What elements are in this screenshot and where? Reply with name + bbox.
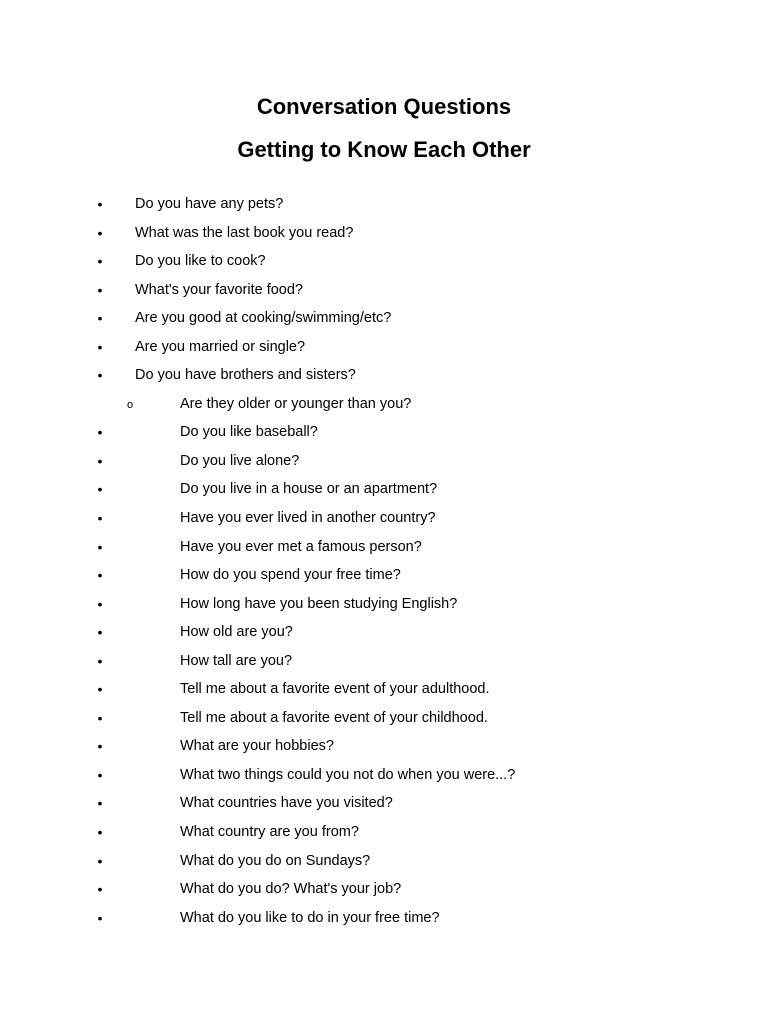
question-text: What countries have you visited?	[180, 795, 393, 812]
question-text: How long have you been studying English?	[180, 595, 458, 612]
list-item	[0, 504, 768, 533]
bullet-icon: •	[97, 224, 103, 241]
bullet-icon: •	[97, 624, 103, 641]
question-text: Are they older or younger than you?	[180, 395, 412, 412]
bullet-icon: •	[97, 196, 103, 212]
list-item	[0, 675, 768, 704]
bullet-icon: •	[97, 338, 103, 355]
list-item	[0, 618, 768, 647]
question-text: How do you spend your free time?	[180, 567, 401, 584]
bullet-icon: •	[97, 452, 103, 469]
bullet-icon: •	[97, 766, 103, 783]
question-text: Tell me about a favorite event of your childhood.	[180, 709, 488, 726]
list-item	[0, 190, 768, 219]
bullet-icon: •	[97, 510, 103, 527]
bullet-icon: •	[97, 281, 103, 298]
question-text: What do you do? What's your job?	[180, 881, 402, 898]
question-text: Have you ever lived in another country?	[180, 510, 436, 527]
question-list	[0, 190, 768, 932]
question-text: What's your favorite food?	[135, 281, 303, 298]
question-text: Do you live in a house or an apartment?	[180, 481, 438, 498]
bullet-icon: •	[97, 738, 103, 755]
bullet-icon: •	[97, 567, 103, 584]
question-text: What country are you from?	[180, 824, 359, 841]
question-text: How old are you?	[180, 624, 293, 641]
list-item	[0, 304, 768, 333]
bullet-icon: •	[97, 367, 103, 384]
list-item	[0, 732, 768, 761]
question-text: What are your hobbies?	[180, 738, 334, 755]
bullet-icon: •	[97, 424, 103, 441]
question-text: Tell me about a favorite event of your adulthood.	[180, 681, 490, 698]
bullet-icon: •	[97, 681, 103, 698]
bullet-icon: •	[97, 709, 103, 726]
list-item	[0, 590, 768, 619]
question-text: Do you have any pets?	[135, 196, 284, 212]
bullet-icon: •	[97, 881, 103, 898]
list-item	[0, 447, 768, 476]
bullet-icon: •	[97, 852, 103, 869]
list-item	[0, 704, 768, 733]
bullet-icon: •	[97, 310, 103, 327]
list-item	[0, 818, 768, 847]
question-text: Do you like baseball?	[180, 424, 318, 441]
list-item	[0, 847, 768, 876]
list-item	[0, 390, 768, 419]
question-text: How tall are you?	[180, 652, 293, 669]
question-text: Have you ever met a famous person?	[180, 538, 422, 555]
question-text: What do you like to do in your free time?	[180, 909, 440, 926]
list-item	[0, 219, 768, 248]
bullet-icon: •	[97, 538, 103, 555]
bullet-icon: •	[97, 253, 103, 270]
list-item	[0, 789, 768, 818]
list-item	[0, 247, 768, 276]
bullet-icon: •	[97, 652, 103, 669]
list-item	[0, 333, 768, 362]
question-text: Do you live alone?	[180, 452, 300, 469]
list-item	[0, 561, 768, 590]
list-item	[0, 647, 768, 676]
question-text: Are you married or single?	[135, 338, 306, 355]
list-item	[0, 276, 768, 305]
question-text: Do you like to cook?	[135, 253, 266, 270]
list-item	[0, 875, 768, 904]
question-text: What was the last book you read?	[135, 224, 354, 241]
list-item	[0, 361, 768, 390]
question-text: What two things could you not do when you were...?	[180, 766, 516, 783]
list-item	[0, 904, 768, 933]
page-subtitle: Getting to Know Each Other	[237, 137, 531, 162]
bullet-icon: •	[97, 909, 103, 926]
question-text: Do you have brothers and sisters?	[135, 367, 356, 384]
hollow-bullet-icon: o	[126, 398, 134, 411]
question-text: What do you do on Sundays?	[180, 852, 371, 869]
bullet-icon: •	[97, 595, 103, 612]
question-text: Are you good at cooking/swimming/etc?	[135, 310, 392, 327]
list-item	[0, 475, 768, 504]
list-item	[0, 533, 768, 562]
page-title: Conversation Questions	[256, 94, 512, 119]
list-item	[0, 418, 768, 447]
bullet-icon: •	[97, 824, 103, 841]
list-item	[0, 761, 768, 790]
bullet-icon: •	[97, 795, 103, 812]
bullet-icon: •	[97, 481, 103, 498]
